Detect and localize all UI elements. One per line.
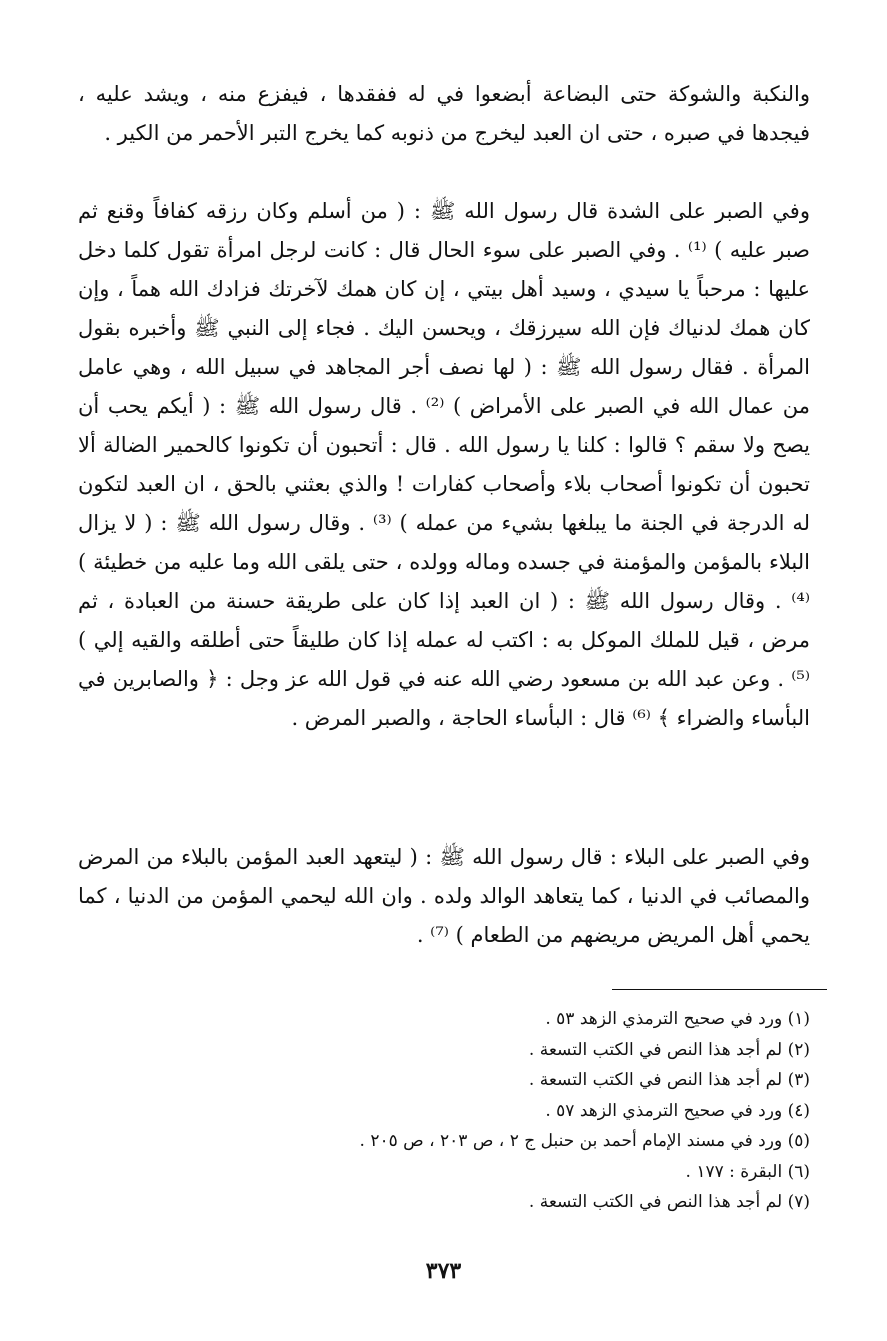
footnote: (٤) ورد في صحيح الترمذي الزهد ٥٧ .	[545, 1100, 810, 1121]
paragraph-text: وفي الصبر على الشدة قال رسول الله ﷺ : ( من أسلم وكان رزقه كفافاً وقنع ثم صبر عليه ) ⁽¹⁾ . وفي الصبر على سوء الحال قال : كانت لرجل امرأة تقول كلما دخل عليها : مرحباً يا سيدي ، وسيد أهل بيتي ، إن كان همك لآخرتك فزادك الله هماً ، وإن كان همك لدنياك فإن الله سيرزقك ، ويحسن اليك . فجاء إلى النبي ﷺ وأخبره بقول المرأة . فقال رسول الله ﷺ : ( لها نصف أجر المجاهد في سبيل الله ، وهي عامل من عمال الله في الصبر على الأمراض ) ⁽²⁾ . قال رسول الله ﷺ : ( أيكم يحب أن يصح ولا سقم ؟ قالوا : كلنا يا رسول الله . قال : أتحبون أن تكونوا كالحمير الضالة ألا تحبون أن تكونوا أصحاب بلاء وأصحاب كفارات ! والذي بعثني بالحق ، ان العبد لتكون له الدرجة في الجنة ما يبلغها بشيء من عمله ) ⁽³⁾ . وقال رسول الله ﷺ : ( لا يزال البلاء بالمؤمن والمؤمنة في جسده وماله وولده ، حتى يلقى الله وما عليه من خطيئة ) ⁽⁴⁾ . وقال رسول الله ﷺ : ( ان العبد إذا كان على طريقة حسنة من العبادة ، ثم مرض ، قيل للملك الموكل به : اكتب له عمله إذا كان طليقاً حتى أطلقه والقيه إلي ) ⁽⁵⁾ . وعن عبد الله بن مسعود رضي الله عنه في قول الله عز وجل : ﴿ والصابرين في البأساء والضراء ﴾ ⁽⁶⁾ قال : البأساء الحاجة ، والصبر المرض .	[78, 199, 811, 730]
footnote: (٣) لم أجد هذا النص في الكتب التسعة .	[528, 1070, 810, 1090]
body-paragraph	[78, 192, 810, 738]
footnote-divider	[612, 989, 827, 990]
footnote: (٦) البقرة : ١٧٧ .	[685, 1161, 810, 1182]
body-paragraph	[78, 75, 810, 153]
paragraph-text: وفي الصبر على البلاء : قال رسول الله ﷺ : ( ليتعهد العبد المؤمن بالبلاء من المرض والمصائب في الدنيا ، كما يتعاهد الوالد ولده . وان الله ليحمي المؤمن من الدنيا ، كما يحمي أهل المريض مريضهم من الطعام ) ⁽⁷⁾ .	[78, 845, 810, 947]
footnote: (٢) لم أجد هذا النص في الكتب التسعة .	[528, 1039, 810, 1060]
footnote: (٥) ورد في مسند الإمام أحمد بن حنبل ج ٢ ، ص ٢٠٣ ، ص ٢٠٥ .	[359, 1131, 810, 1151]
footnote: (١) ورد في صحيح الترمذي الزهد ٥٣ .	[545, 1009, 810, 1029]
paragraph-text: والنكبة والشوكة حتى البضاعة أبضعوا في له ففقدها ، فيفزع منه ، ويشد عليه ، فيجدها في صبره ، حتى ان العبد ليخرج من ذنوبه كما يخرج التبر الأحمر من الكير .	[78, 82, 810, 145]
footnotes-list	[230, 1004, 810, 1218]
body-paragraph	[78, 838, 810, 955]
page-number: ٣٧٣	[425, 1258, 462, 1284]
footnote: (٧) لم أجد هذا النص في الكتب التسعة .	[528, 1192, 810, 1212]
